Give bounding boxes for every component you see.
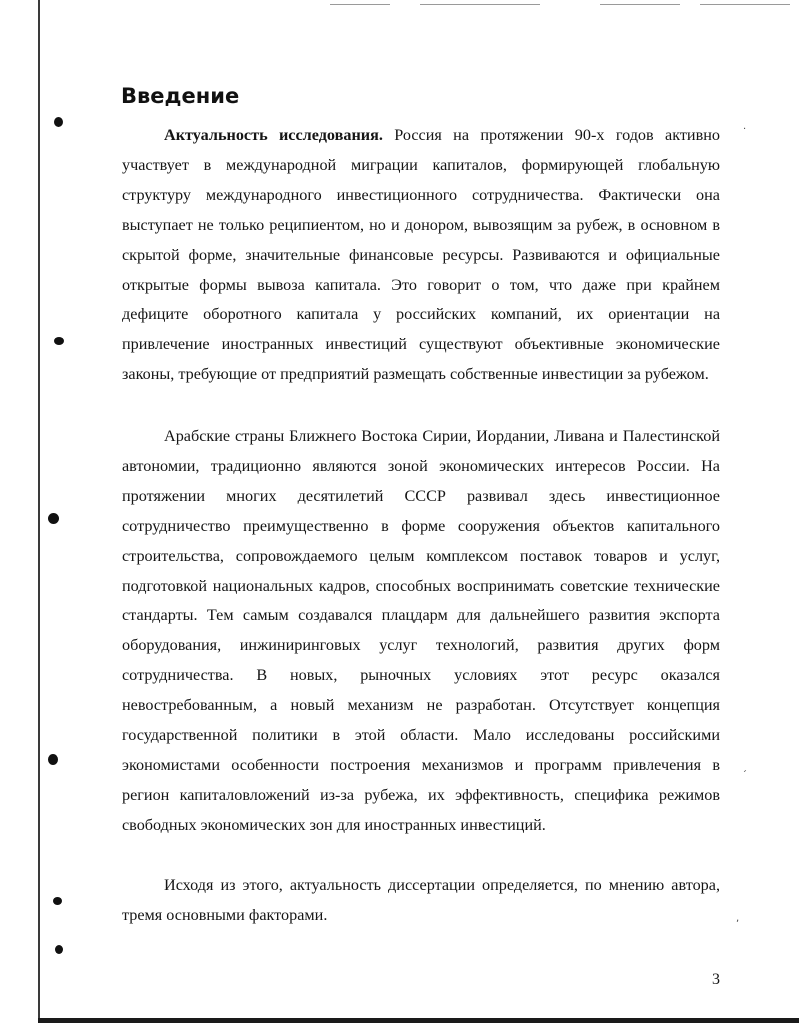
scan-left-edge <box>38 0 40 1021</box>
paragraph-relevance <box>122 121 720 390</box>
paragraph-text: Россия на протяжении 90-х годов активно участвует в международной миграции капиталов, формирующей глобальную структуру международного инвестиционного сотрудничества. Фактически она выступает не только реципиентом, но и донором, вывозящим за рубеж, в основном в скрытой форме, значительные финансовые ресурсы. Развиваются и официальные открытые формы вывоза капитала. Это говорит о том, что даже при крайнем дефиците оборотного капитала у российских компаний, их ориентации на привлечение иностранных инвестиций существуют объективные экономические законы, требующие от предприятий размещать собственные инвестиции за рубежом. <box>122 126 720 384</box>
scan-speck: ´ <box>742 770 747 781</box>
paragraph-conclusion: Исходя из этого, актуальность диссертации определяется, по мнению автора, тремя основными факторами. <box>122 876 720 924</box>
scan-speck: , <box>736 913 740 924</box>
binder-hole-mark <box>48 513 59 524</box>
scan-top-line <box>330 4 390 5</box>
binder-hole-mark <box>55 945 63 954</box>
binder-hole-mark <box>53 897 62 905</box>
binder-hole-mark <box>48 754 58 765</box>
scan-top-line <box>420 4 540 5</box>
paragraph-lead: Актуальность исследования. <box>164 126 383 144</box>
scan-speck: · <box>743 124 747 135</box>
binder-hole-mark <box>54 337 64 345</box>
scan-bottom-edge <box>38 1018 799 1023</box>
page-number: 3 <box>712 971 720 988</box>
scan-top-line <box>600 4 680 5</box>
paragraph-arab-countries: Арабские страны Ближнего Востока Сирии, Иордании, Ливана и Палестинской автономии, традиционно являются зоной экономических интересов России. На протяжении многих десятилетий СССР развивал здесь инвестиционное сотрудничество преимущественно в форме сооружения объектов капитального строительства, сопровождаемого целым комплексом поставок товаров и услуг, подготовкой национальных кадров, способных воспринимать советские технические стандарты. Тем самым создавался плацдарм для дальнейшего развития экспорта оборудования, инжиниринговых услуг технологий, развития других форм сотрудничества. В новых, рыночных условиях этот ресурс оказался невостребованным, а новый механизм не разработан. Отсутствует концепция государственной политики в этой области. Мало исследованы российскими экономистами особенности построения механизмов и программ привлечения в регион капиталовложений из-за рубежа, их эффективность, специфика режимов свободных экономических зон для иностранных инвестиций. <box>122 427 720 834</box>
binder-hole-mark <box>54 117 63 127</box>
section-heading: Введение <box>121 84 240 108</box>
scan-top-line <box>700 4 790 5</box>
